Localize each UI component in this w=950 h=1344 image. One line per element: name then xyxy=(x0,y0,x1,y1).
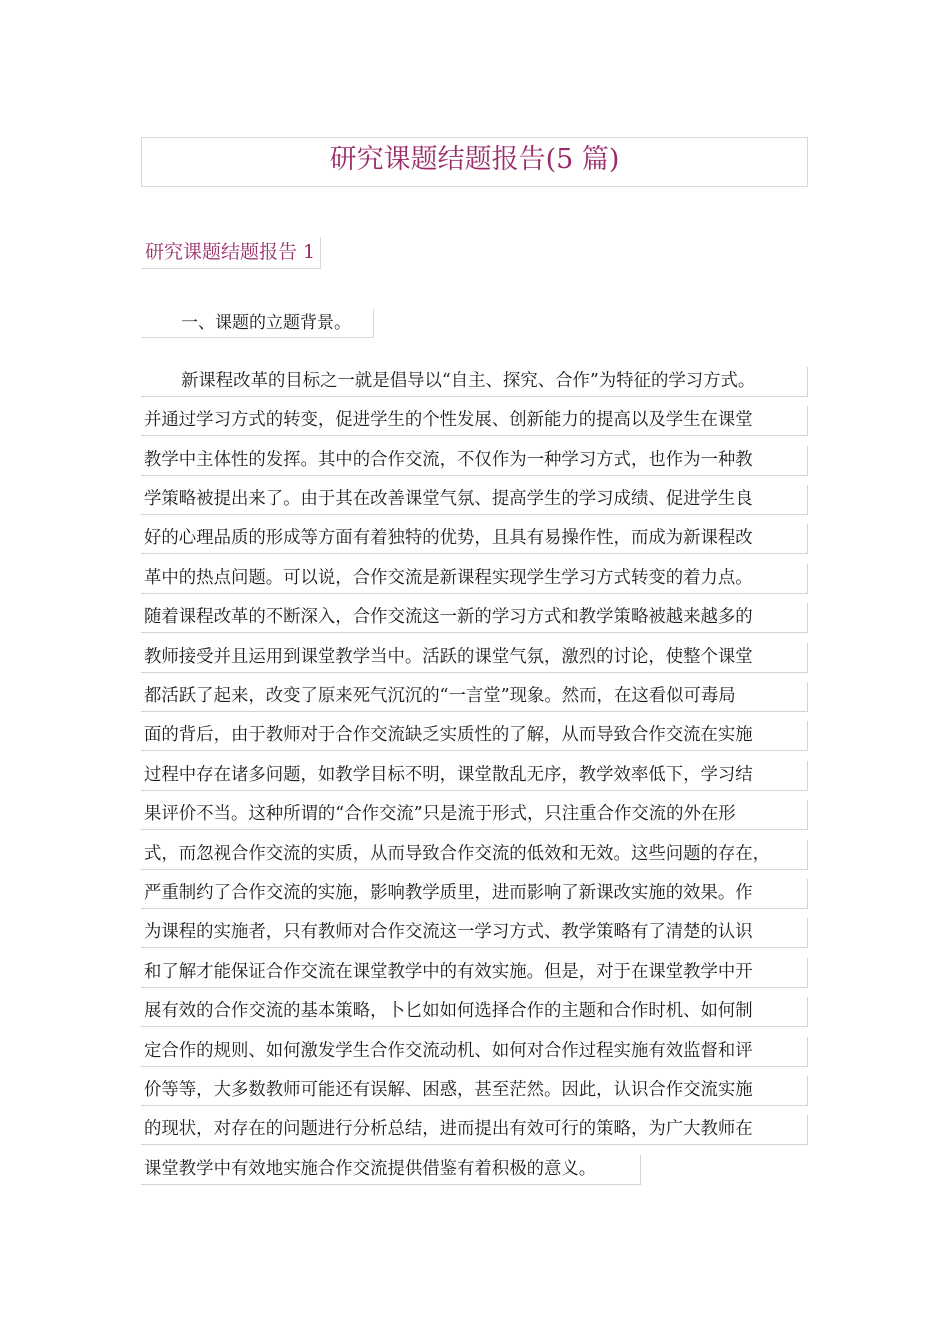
paragraph-line: 好的心理品质的形成等方面有着独特的优势，且具有易操作性，而成为新课程改 xyxy=(141,524,808,554)
paragraph-line: 价等等，大多数教师可能还有误解、困惑，甚至茫然。因此，认识合作交流实施 xyxy=(141,1076,808,1106)
paragraph-line: 定合作的规则、如何激发学生合作交流动机、如何对合作过程实施有效监督和评 xyxy=(141,1037,808,1067)
paragraph-line: 随着课程改革的不断深入，合作交流这一新的学习方式和教学策略被越来越多的 xyxy=(141,603,808,633)
paragraph-line: 教师接受并且运用到课堂教学当中。活跃的课堂气氛，激烈的讨论，使整个课堂 xyxy=(141,643,808,673)
paragraph-line: 都活跃了起来，改变了原来死气沉沉的“一言堂”现象。然而，在这看似可毒局 xyxy=(141,682,808,712)
paragraph-line: 的现状，对存在的问题进行分析总结，进而提出有效可行的策略，为广大教师在 xyxy=(141,1115,808,1145)
paragraph-line: 学策略被提出来了。由于其在改善课堂气氛、提高学生的学习成绩、促进学生良 xyxy=(141,485,808,515)
document-title: 研究课题结题报告(5 篇) xyxy=(141,137,808,187)
section-heading: 研究课题结题报告 1 xyxy=(141,237,321,269)
paragraph-line: 为课程的实施者，只有教师对合作交流这一学习方式、教学策略有了清楚的认识 xyxy=(141,918,808,948)
paragraph-line: 果评价不当。这种所谓的“合作交流”只是流于形式，只注重合作交流的外在形 xyxy=(141,800,808,830)
paragraph-line: 和了解才能保证合作交流在课堂教学中的有效实施。但是，对于在课堂教学中开 xyxy=(141,958,808,988)
subheading: 一、课题的立题背景。 xyxy=(141,309,374,338)
paragraph-line: 展有效的合作交流的基本策略，卜匕如如何选择合作的主题和合作时机、如何制 xyxy=(141,997,808,1027)
paragraph-line: 严重制约了合作交流的实施，影响教学质里，进而影响了新课改实施的效果。作 xyxy=(141,879,808,909)
paragraph-line: 革中的热点问题。可以说，合作交流是新课程实现学生学习方式转变的着力点。 xyxy=(141,564,808,594)
paragraph-line: 新课程改革的目标之一就是倡导以“自主、探究、合作”为特征的学习方式。 xyxy=(141,367,808,397)
paragraph-line: 过程中存在诸多问题，如教学目标不明，课堂散乱无序，教学效率低下，学习结 xyxy=(141,761,808,791)
paragraph-line: 式，而忽视合作交流的实质，从而导致合作交流的低效和无效。这些问题的存在， xyxy=(141,840,808,870)
paragraph-line: 并通过学习方式的转变，促进学生的个性发展、创新能力的提高以及学生在课堂 xyxy=(141,406,808,436)
paragraph-line: 教学中主体性的发挥。其中的合作交流，不仅作为一种学习方式，也作为一种教 xyxy=(141,446,808,476)
paragraph-line: 课堂教学中有效地实施合作交流提供借鉴有着积极的意义。 xyxy=(141,1155,641,1185)
paragraph-line: 面的背后，由于教师对于合作交流缺乏实质性的了解，从而导致合作交流在实施 xyxy=(141,721,808,751)
